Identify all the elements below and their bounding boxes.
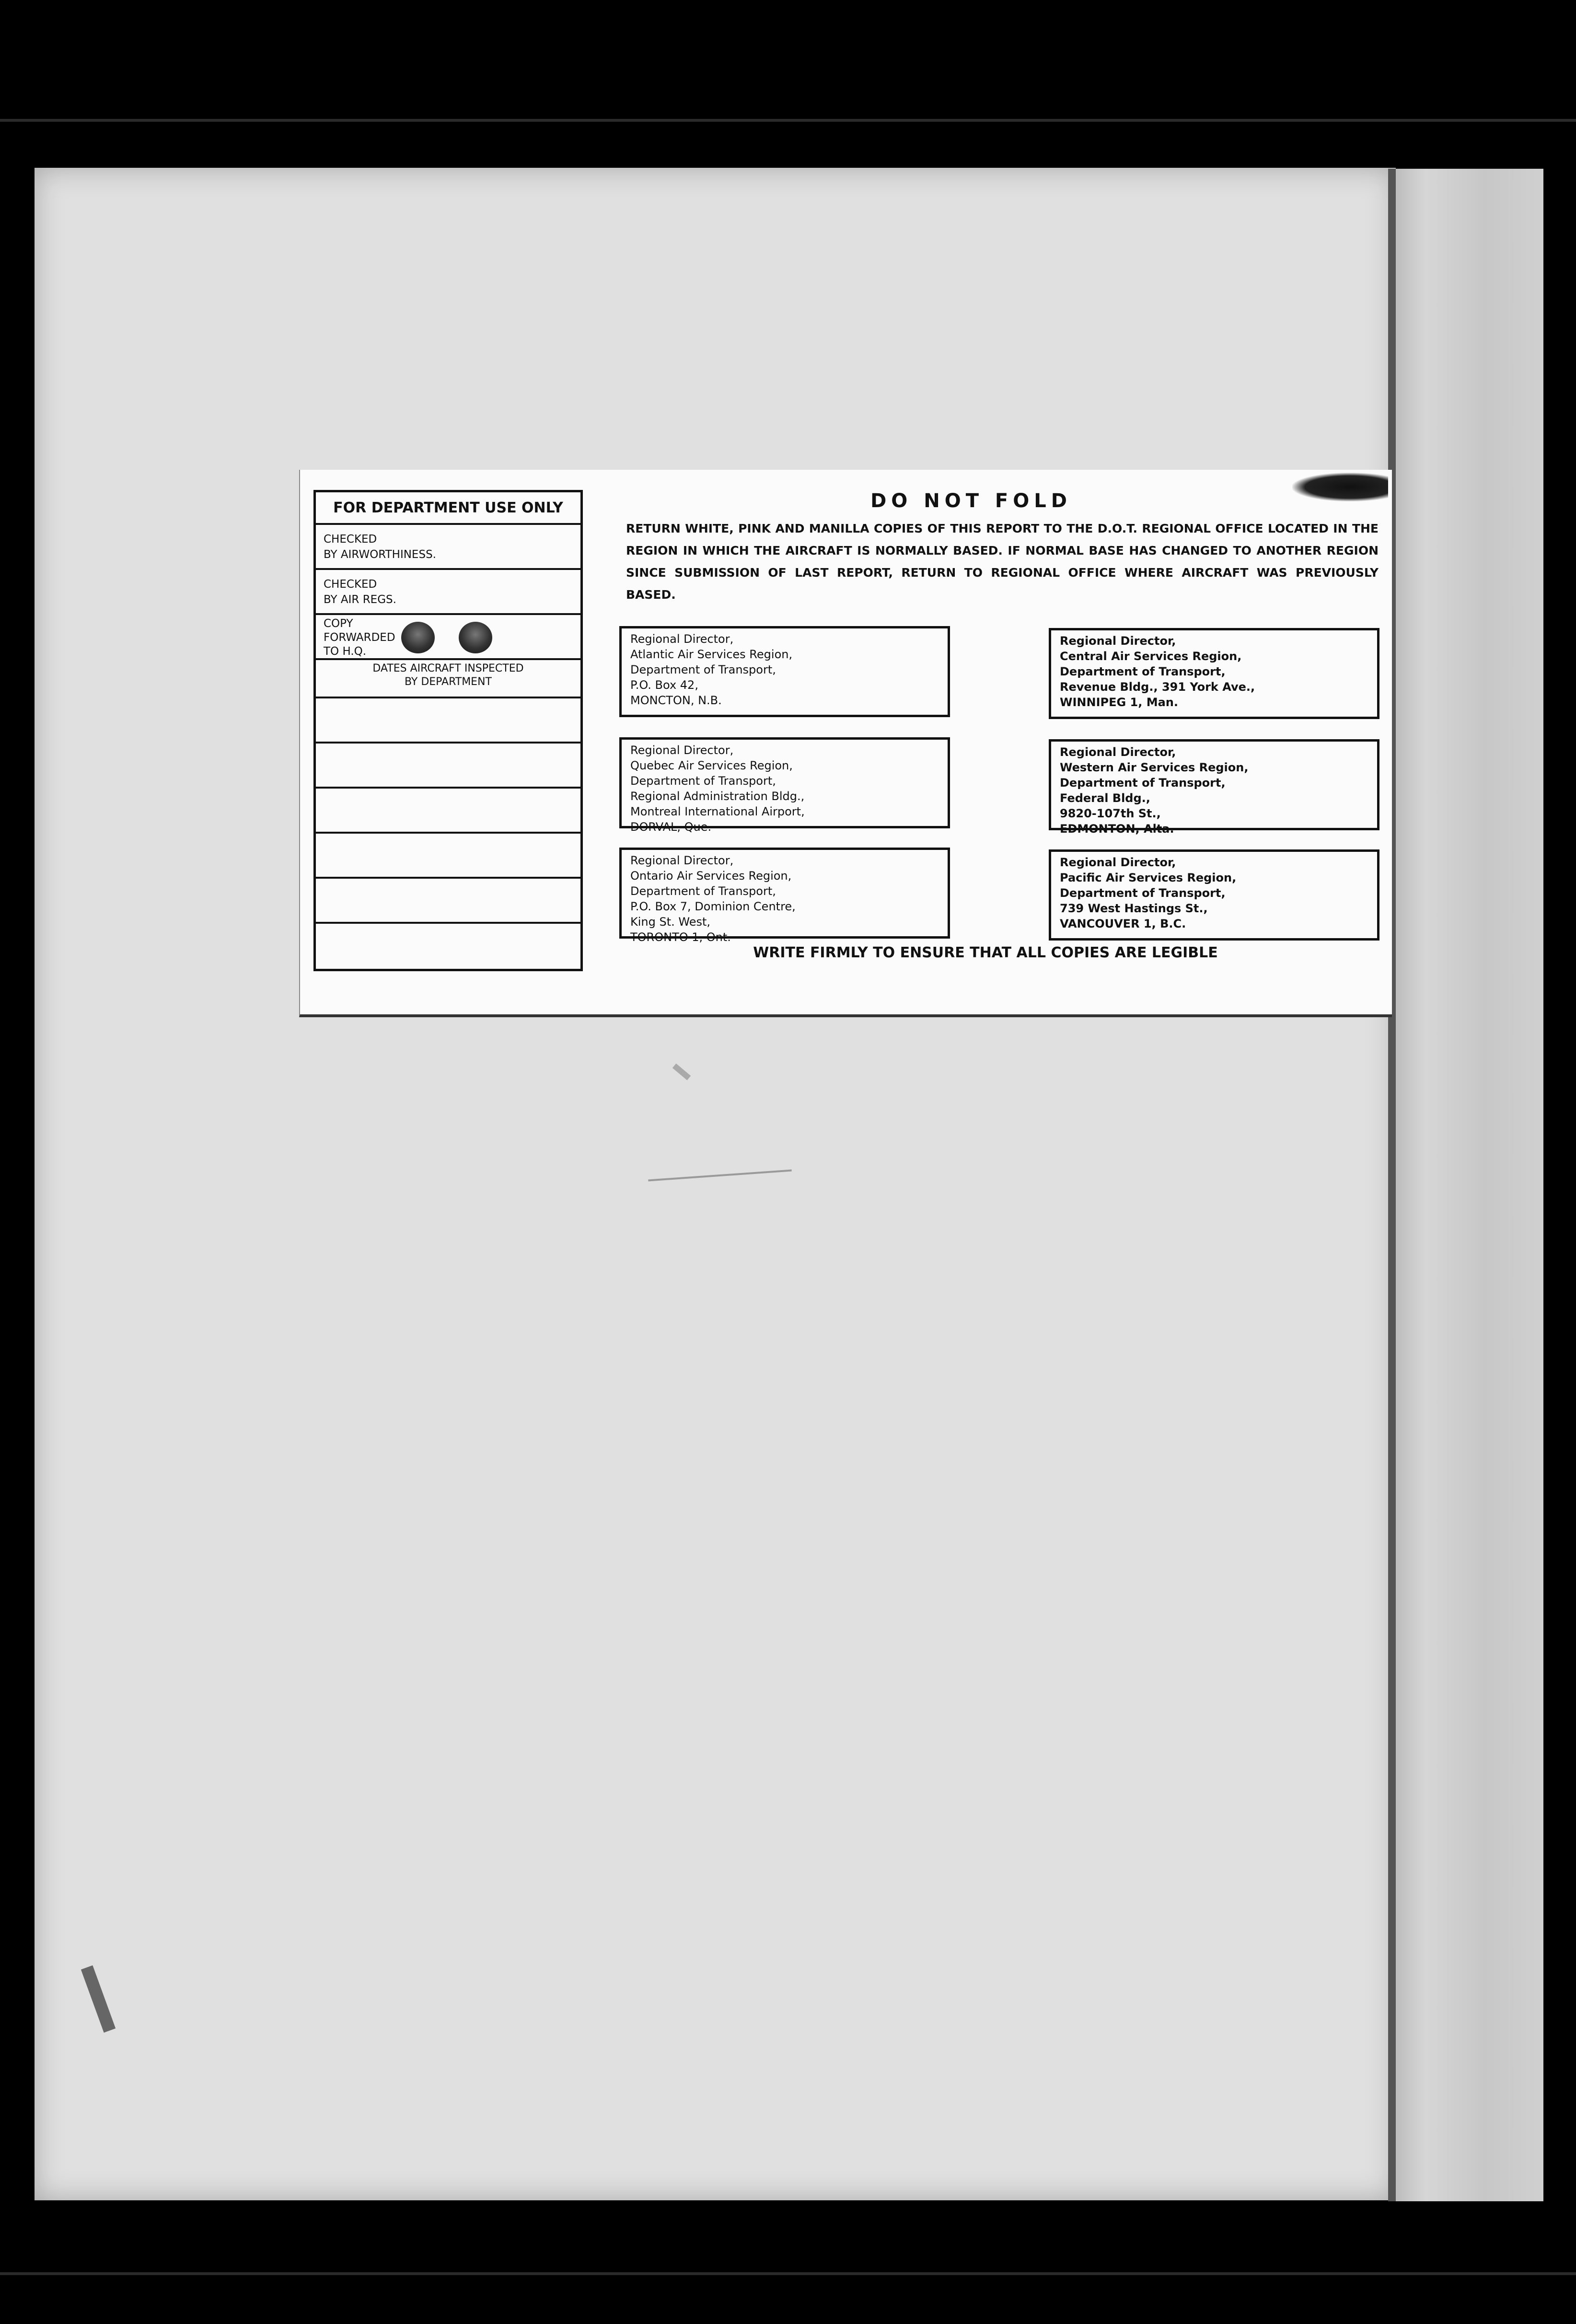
department-use-title: FOR DEPARTMENT USE ONLY [316, 492, 580, 525]
checked-air-regs-box [316, 570, 580, 615]
address-box-ontario [619, 848, 950, 944]
checked-air-regs-label-1: CHECKED [324, 578, 377, 591]
address-box-atlantic [619, 626, 950, 717]
address-line: Montreal International Airport, [630, 805, 805, 818]
scan-mark-dark [81, 1965, 116, 2033]
ink-blot [1292, 473, 1388, 501]
address-line: 9820-107th St., [1060, 807, 1161, 820]
binding-strip [1396, 169, 1543, 2201]
inspection-date-row-2[interactable] [316, 744, 580, 789]
department-use-table [313, 490, 583, 971]
address-line: WINNIPEG 1, Man. [1060, 696, 1178, 709]
address-box-quebec [619, 737, 950, 834]
inspection-date-row-4[interactable] [316, 834, 580, 879]
address-line: MONCTON, N.B. [630, 694, 722, 707]
address-line: Central Air Services Region, [1060, 650, 1242, 663]
address-line: VANCOUVER 1, B.C. [1060, 917, 1186, 930]
address-line: Ontario Air Services Region, [630, 869, 792, 883]
address-box-western [1049, 739, 1379, 836]
copy-forwarded-box [316, 615, 580, 660]
inspection-date-row-1[interactable] [316, 698, 580, 744]
scan-scratch [648, 1170, 792, 1182]
address-box-pacific [1049, 849, 1379, 941]
address-line: Regional Director, [1060, 634, 1176, 648]
address-line: Department of Transport, [1060, 665, 1226, 678]
copy-forwarded-label-2: FORWARDED [324, 631, 395, 644]
address-line: Department of Transport, [1060, 886, 1226, 900]
address-line: Revenue Bldg., 391 York Ave., [1060, 680, 1255, 694]
checked-airworthiness-label-2: BY AIRWORTHINESS. [324, 548, 436, 561]
dates-inspected-label-2: BY DEPARTMENT [405, 676, 492, 688]
copy-forwarded-label-1: COPY [324, 617, 353, 630]
address-line: Pacific Air Services Region, [1060, 871, 1237, 884]
address-line: King St. West, [630, 915, 711, 929]
checked-air-regs-label-2: BY AIR REGS. [324, 593, 396, 606]
address-line: DORVAL, Que. [630, 820, 712, 834]
address-line: Department of Transport, [630, 663, 776, 676]
checked-airworthiness-box [316, 525, 580, 570]
inspection-date-row-3[interactable] [316, 789, 580, 834]
dates-inspected-header [316, 660, 580, 698]
film-frame-line-top [0, 119, 1576, 122]
address-line: Western Air Services Region, [1060, 761, 1249, 774]
address-line: Federal Bldg., [1060, 791, 1150, 805]
scan-mark [672, 1064, 691, 1081]
film-frame-line-bottom [0, 2272, 1576, 2275]
legibility-footer: WRITE FIRMLY TO ENSURE THAT ALL COPIES ARE LEGIBLE [753, 944, 1218, 961]
address-line: Quebec Air Services Region, [630, 759, 793, 772]
address-line: Regional Director, [1060, 856, 1176, 869]
punch-hole-right [459, 622, 492, 653]
do-not-fold-heading: DO NOT FOLD [870, 490, 1072, 512]
address-line: Regional Director, [630, 854, 734, 867]
form-card [299, 470, 1392, 1017]
inspection-date-row-6[interactable] [316, 924, 580, 969]
address-line: Regional Administration Bldg., [630, 790, 805, 803]
address-line: Department of Transport, [1060, 776, 1226, 790]
address-line: Department of Transport, [630, 884, 776, 898]
copy-forwarded-label-3: TO H.Q. [324, 645, 367, 658]
address-line: EDMONTON, Alta. [1060, 822, 1174, 836]
address-line: Regional Director, [1060, 745, 1176, 759]
address-line: P.O. Box 42, [630, 678, 698, 692]
address-line: Regional Director, [630, 632, 734, 646]
address-box-central [1049, 628, 1379, 719]
address-line: Department of Transport, [630, 774, 776, 788]
return-instructions: RETURN WHITE, PINK AND MANILLA COPIES OF THIS REPORT TO THE D.O.T. REGIONAL OFFICE LOCATED IN THE REGION IN WHICH THE AIRCRAFT IS NORMALLY BASED. IF NORMAL BASE HAS CHANGED TO ANOTHER REGION SINCE SUBMISSION OF LAST REPORT, RETURN TO REGIONAL OFFICE WHERE AIRCRAFT WAS PREVIOUSLY BASED. [626, 522, 1379, 602]
address-line: Atlantic Air Services Region, [630, 648, 793, 661]
punch-hole-left [401, 622, 435, 653]
inspection-date-row-5[interactable] [316, 879, 580, 924]
address-line: P.O. Box 7, Dominion Centre, [630, 900, 796, 913]
address-line: 739 West Hastings St., [1060, 902, 1208, 915]
address-line: TORONTO 1, Ont. [630, 930, 731, 944]
checked-airworthiness-label-1: CHECKED [324, 533, 377, 546]
dates-inspected-label-1: DATES AIRCRAFT INSPECTED [372, 662, 524, 674]
address-line: Regional Director, [630, 744, 734, 757]
